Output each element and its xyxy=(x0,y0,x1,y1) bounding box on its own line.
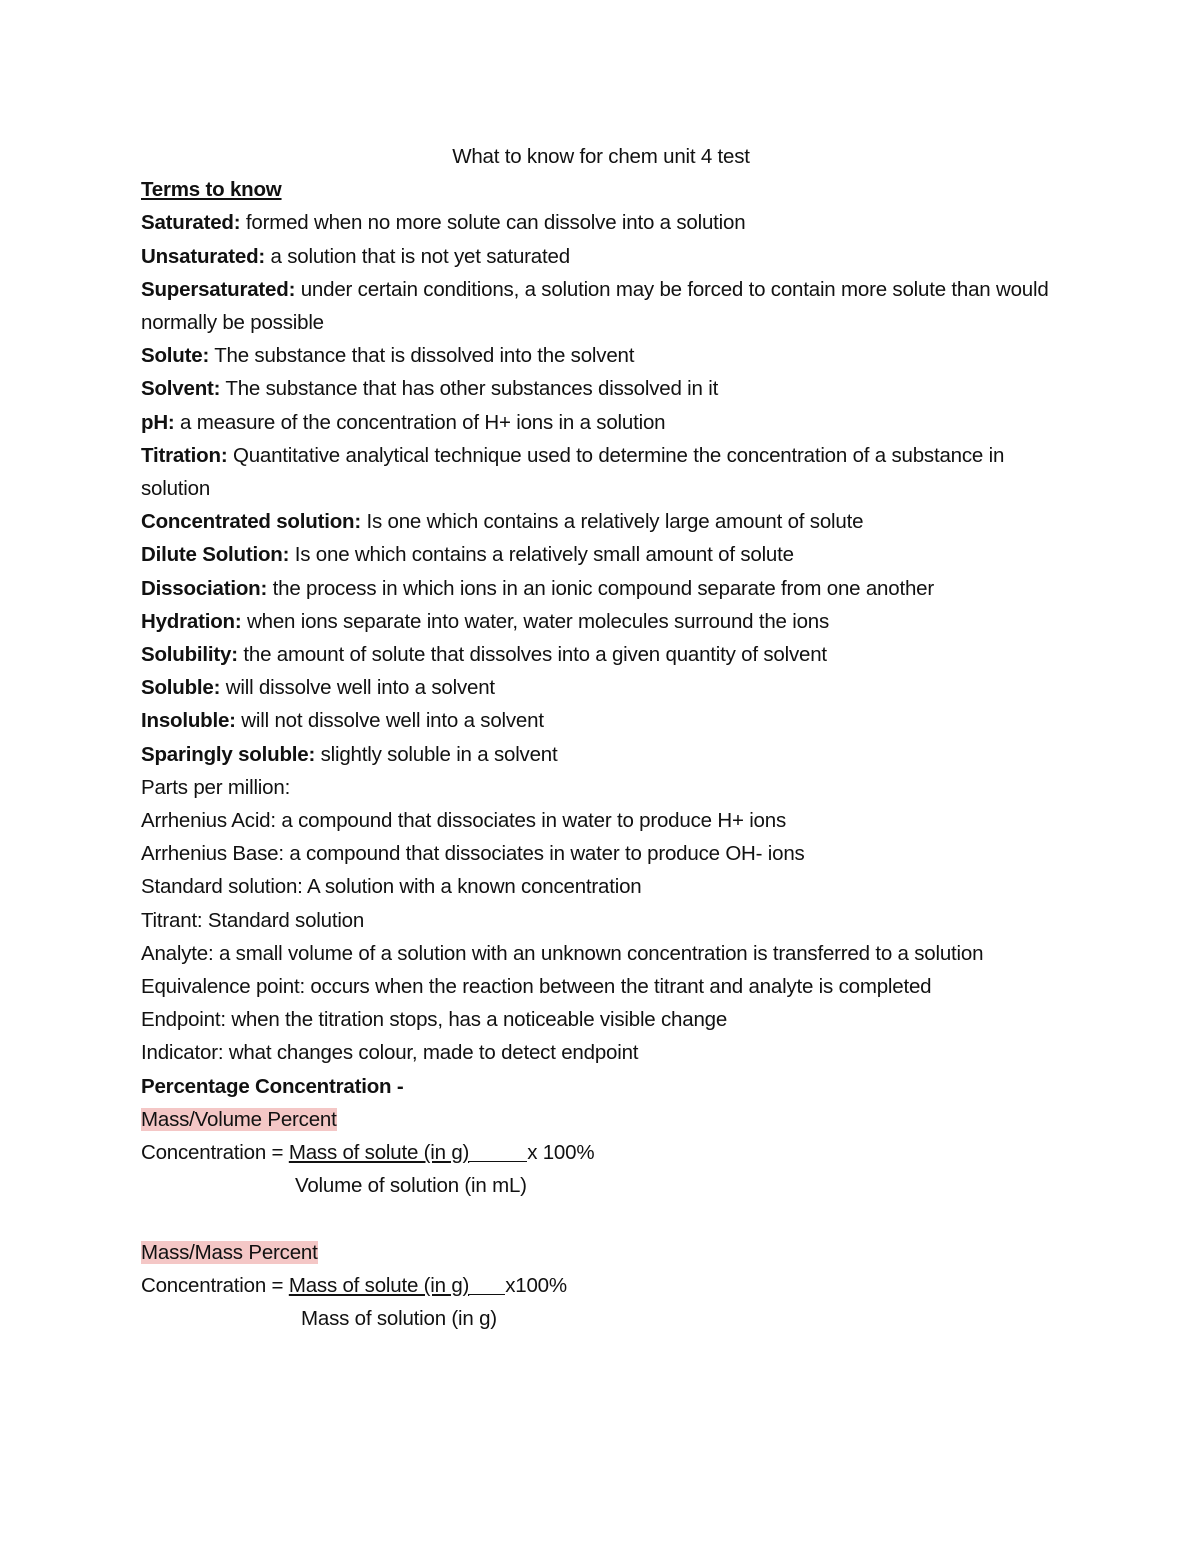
term-definition: The substance that has other substances dissolved in it xyxy=(220,377,719,401)
term-definition: when ions separate into water, water molecules surround the ions xyxy=(241,609,830,633)
term-label: Hydration: xyxy=(141,609,242,633)
term-definition: the process in which ions in an ionic compound separate from one another xyxy=(267,576,934,600)
mass-volume-denominator: Volume of solution (in mL) xyxy=(295,1174,527,1198)
mass-mass-heading: Mass/Mass Percent xyxy=(141,1240,318,1264)
term-solute xyxy=(141,339,1066,372)
term-titration xyxy=(141,439,1066,505)
term-definition: a solution that is not yet saturated xyxy=(265,244,570,268)
term-definition: Quantitative analytical technique used to determine the concentration of a substance in solution xyxy=(141,443,1005,501)
term-definition: will not dissolve well into a solvent xyxy=(235,709,544,733)
term-indicator: Indicator: what changes colour, made to detect endpoint xyxy=(141,1041,639,1065)
term-parts-per-million: Parts per million: xyxy=(141,775,291,799)
formula-numerator: Mass of solute (in g) xyxy=(288,1273,470,1297)
document-page xyxy=(141,140,1066,1335)
term-label: Dissociation: xyxy=(141,576,268,600)
mass-volume-section xyxy=(141,1103,1066,1136)
term-solvent xyxy=(141,372,1066,405)
term-standard-solution: Standard solution: A solution with a known concentration xyxy=(141,875,642,899)
term-definition: Is one which contains a relatively small amount of solute xyxy=(289,543,794,567)
formula-multiplier: x100% xyxy=(505,1273,567,1297)
term-arrhenius-acid: Arrhenius Acid: a compound that dissociates in water to produce H+ ions xyxy=(141,809,787,833)
term-dilute-solution xyxy=(141,538,1066,571)
formula-lhs: Concentration = xyxy=(141,1273,289,1297)
term-saturated xyxy=(141,206,1066,239)
mass-mass-denominator: Mass of solution (in g) xyxy=(301,1307,497,1331)
formula-numerator: Mass of solute (in g) xyxy=(288,1141,470,1165)
term-definition: formed when no more solute can dissolve into a solution xyxy=(240,211,746,235)
term-sparingly-soluble xyxy=(141,738,1066,771)
term-label: Solvent: xyxy=(141,377,221,401)
term-label: Saturated: xyxy=(141,211,241,235)
spacer xyxy=(141,1203,1066,1236)
term-label: pH: xyxy=(141,410,175,434)
formula-lhs: Concentration = xyxy=(141,1141,289,1165)
term-titrant: Titrant: Standard solution xyxy=(141,908,365,932)
term-supersaturated xyxy=(141,273,1066,339)
term-label: Sparingly soluble: xyxy=(141,742,316,766)
mass-volume-formula xyxy=(141,1136,1066,1169)
term-solubility xyxy=(141,638,1066,671)
term-label: Insoluble: xyxy=(141,709,236,733)
terms-heading: Terms to know xyxy=(141,178,282,202)
term-definition: The substance that is dissolved into the solvent xyxy=(209,344,635,368)
term-label: Soluble: xyxy=(141,676,221,700)
term-analyte: Analyte: a small volume of a solution with an unknown concentration is transferred to a solution xyxy=(141,941,984,965)
term-label: Dilute Solution: xyxy=(141,543,290,567)
fraction-bar xyxy=(469,1273,505,1295)
term-insoluble xyxy=(141,704,1066,737)
term-ph xyxy=(141,406,1066,439)
mass-volume-heading: Mass/Volume Percent xyxy=(141,1107,337,1131)
term-concentrated-solution xyxy=(141,505,1066,538)
term-label: Supersaturated: xyxy=(141,277,296,301)
term-label: Solute: xyxy=(141,344,210,368)
term-label: Titration: xyxy=(141,443,228,467)
term-label: Concentrated solution: xyxy=(141,510,361,534)
term-definition: the amount of solute that dissolves into a given quantity of solvent xyxy=(237,643,827,667)
term-label: Solubility: xyxy=(141,643,238,667)
fraction-bar xyxy=(469,1141,527,1163)
term-definition: Is one which contains a relatively large amount of solute xyxy=(360,510,864,534)
term-equivalence-point: Equivalence point: occurs when the reaction between the titrant and analyte is completed xyxy=(141,975,932,999)
term-definition: under certain conditions, a solution may be forced to contain more solute than would normally be possible xyxy=(141,277,1049,335)
percentage-heading: Percentage Concentration - xyxy=(141,1074,404,1098)
term-label: Unsaturated: xyxy=(141,244,266,268)
formula-multiplier: x 100% xyxy=(527,1141,595,1165)
term-unsaturated xyxy=(141,240,1066,273)
mass-mass-section xyxy=(141,1236,1066,1269)
term-soluble xyxy=(141,671,1066,704)
page-title: What to know for chem unit 4 test xyxy=(452,145,750,168)
term-definition: a measure of the concentration of H+ ions in a solution xyxy=(174,410,666,434)
mass-mass-formula xyxy=(141,1269,1066,1302)
term-endpoint: Endpoint: when the titration stops, has a noticeable visible change xyxy=(141,1008,728,1032)
term-definition: slightly soluble in a solvent xyxy=(315,742,558,766)
term-hydration xyxy=(141,605,1066,638)
term-dissociation xyxy=(141,572,1066,605)
term-arrhenius-base: Arrhenius Base: a compound that dissociates in water to produce OH- ions xyxy=(141,842,805,866)
term-definition: will dissolve well into a solvent xyxy=(220,676,495,700)
